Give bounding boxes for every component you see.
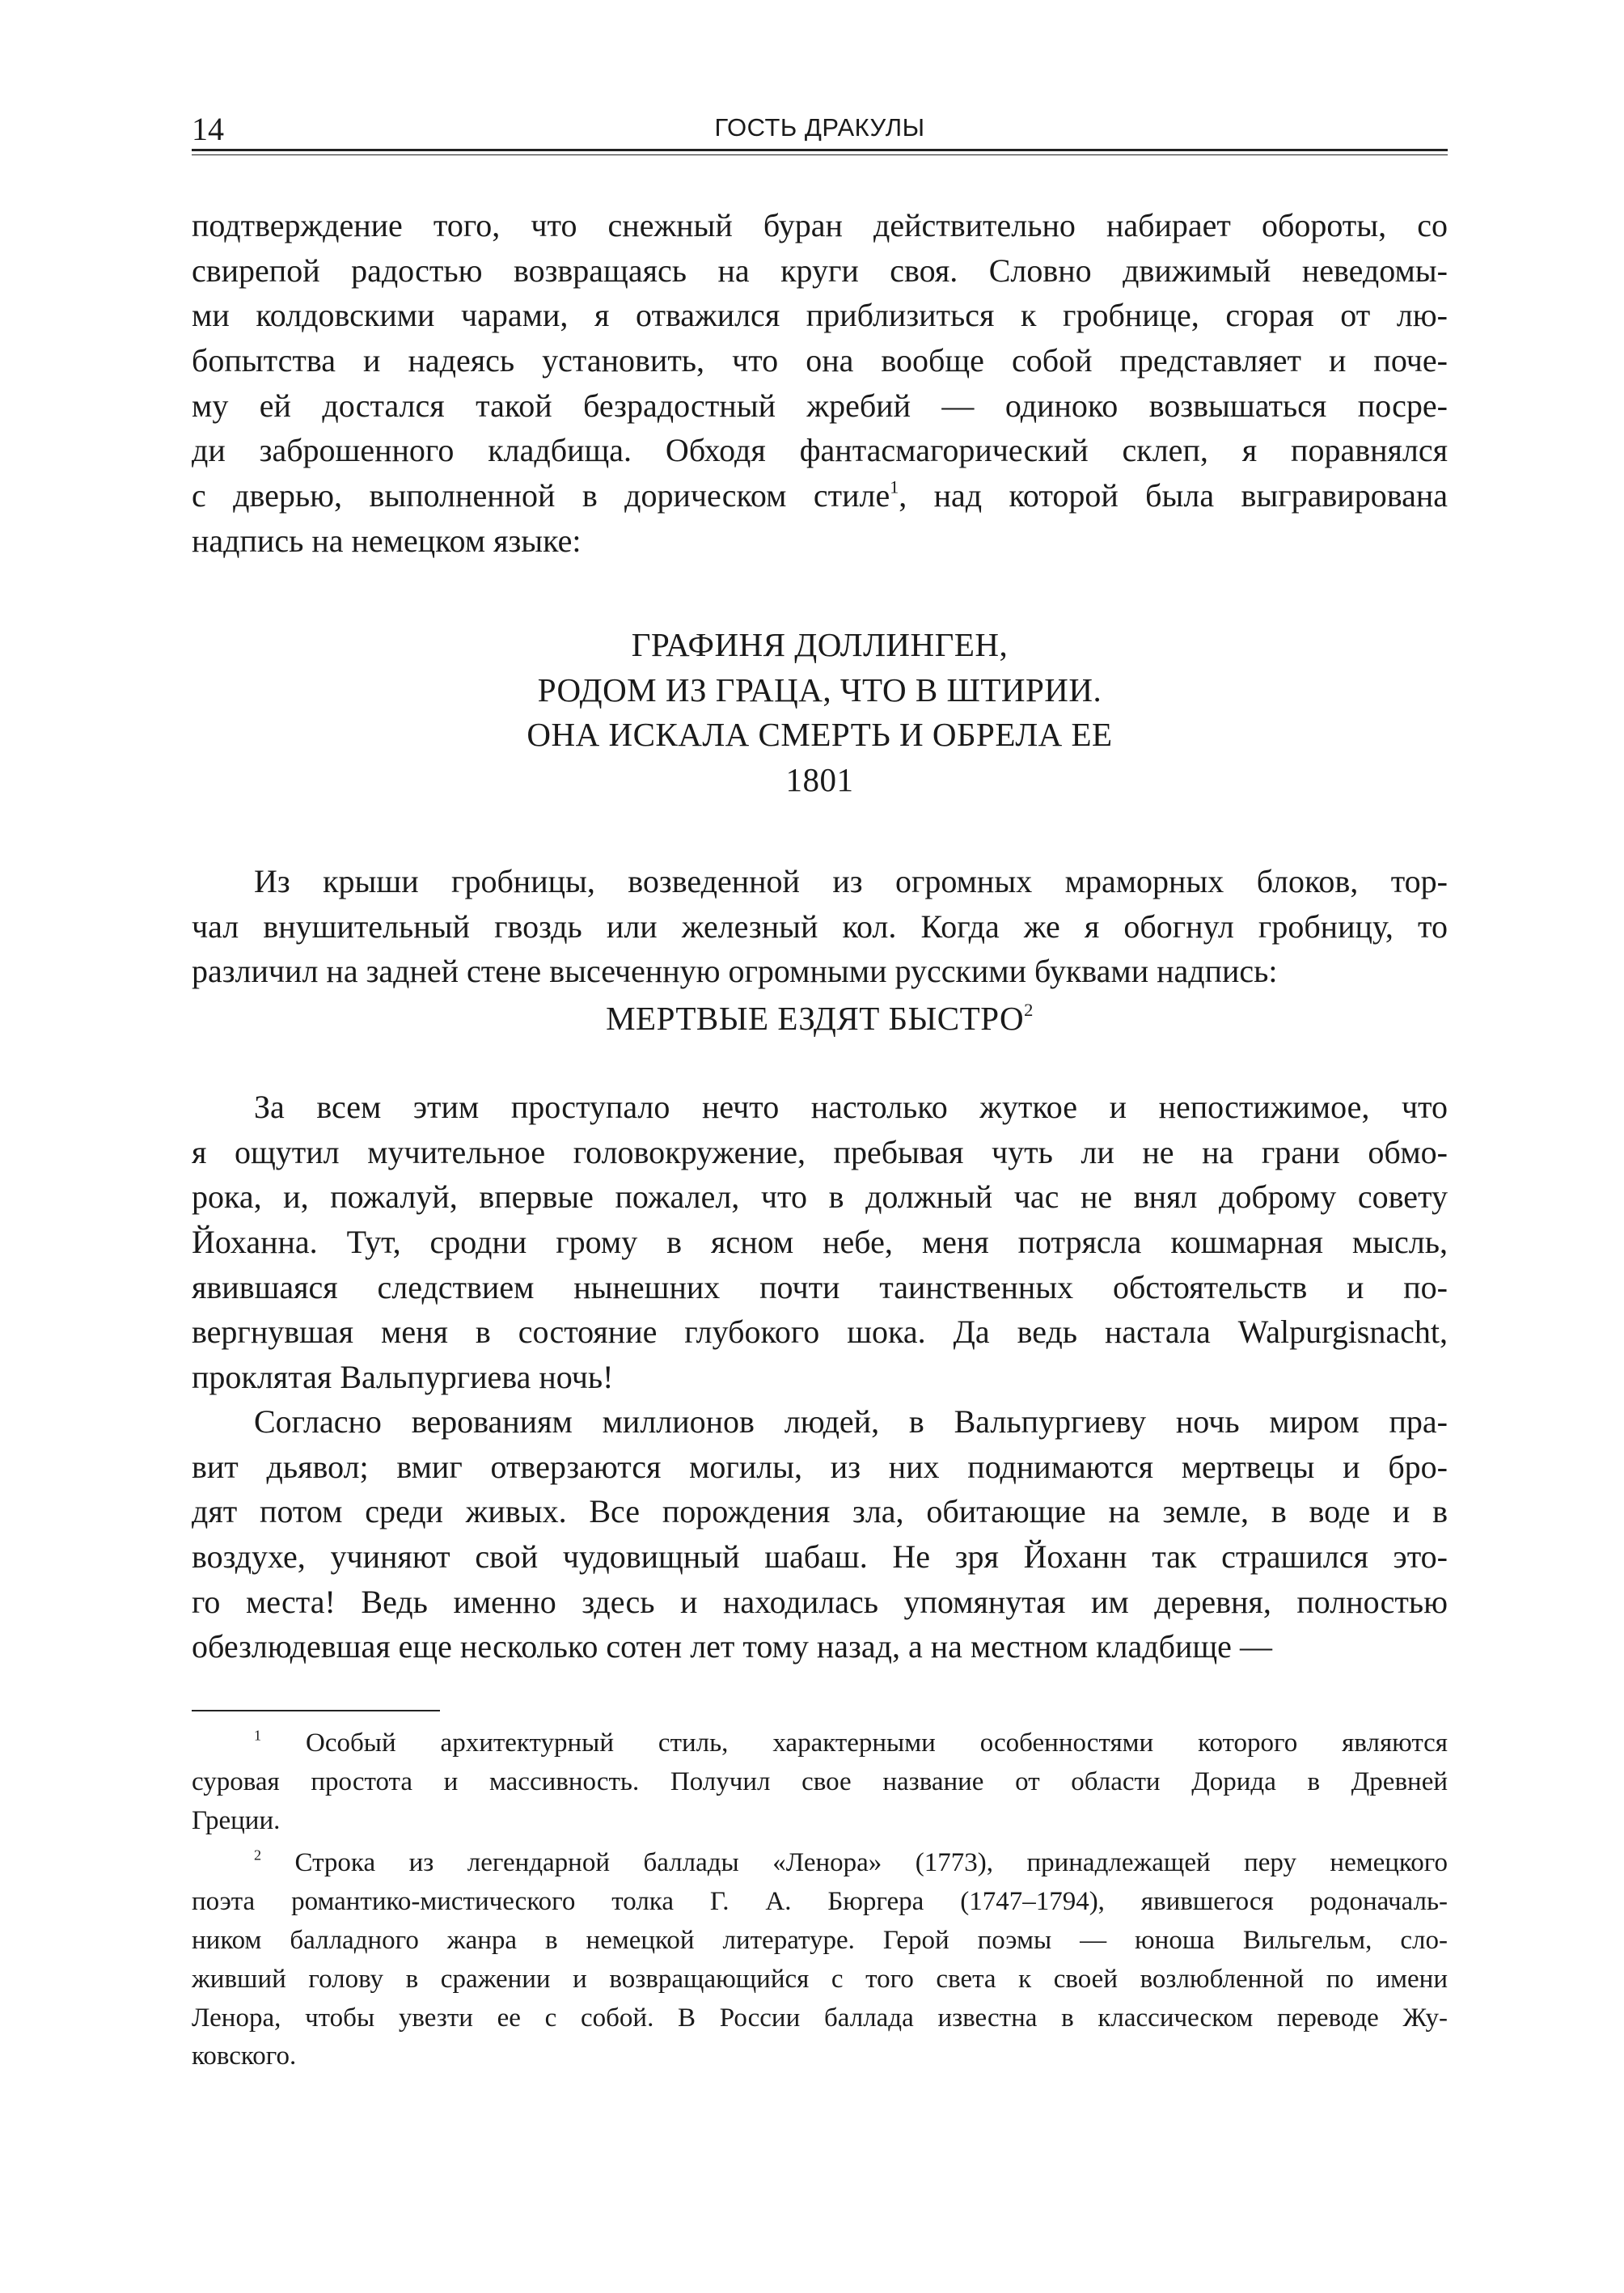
page-number: 14	[192, 111, 224, 147]
text-segment: Особый архитектурный стиль, характерными особенностями которого являются	[261, 1728, 1448, 1758]
text-segment: , над которой была выгравирована	[899, 477, 1448, 514]
text-line: вит дьявол; вмиг отверзаются могилы, из них поднимаются мертвецы и бро-	[192, 1448, 1448, 1485]
text-line: поэта романтико-мистического толка Г. А. Бюргера (1747–1794), явившегося родоначаль-	[192, 1886, 1448, 1916]
text-line: вергнувшая меня в состояние глубокого шока. Да ведь настала Walpurgisnacht,	[192, 1314, 1448, 1351]
text-line: подтверждение того, что снежный буран действительно набирает обороты, со	[192, 207, 1448, 243]
text-line: ковского.	[192, 2041, 297, 2071]
text-line: ГРАФИНЯ ДОЛЛИНГЕН,	[631, 626, 1009, 663]
text-line: обезлюдевшая еще несколько сотен лет тому назад, а на местном кладбище —	[192, 1628, 1272, 1665]
text-line	[192, 473, 1448, 518]
text-line: воздухе, учиняют свой чудовищный шабаш. Не зря Йоханн так страшился это-	[192, 1538, 1448, 1576]
text-line: го места! Ведь именно здесь и находилась упомянутая им деревня, полностью	[192, 1583, 1448, 1620]
footnote-2	[192, 1844, 1448, 2076]
text-line: чал внушительный гвоздь или железный кол. Когда же я обогнул гробницу, то	[192, 907, 1448, 945]
text-line: За всем этим проступало нечто настолько жуткое и непостижимое, что	[254, 1089, 1448, 1125]
paragraph	[192, 859, 1448, 994]
text-line: свирепой радостью возвращаясь на круги своя. Словно движимый неведомы-	[192, 252, 1448, 289]
text-line: проклятая Вальпургиева ночь!	[192, 1359, 614, 1396]
text-line: рока, и, пожалуй, впервые пожалел, что в должный час не внял доброму совету	[192, 1178, 1448, 1216]
header-rule-thin	[192, 154, 1448, 155]
footnote-marker: 1	[254, 1727, 262, 1744]
running-title: ГОСТЬ ДРАКУЛЫ	[714, 113, 925, 142]
text-line: ми колдовскими чарами, я отважился приблизиться к гробнице, сгорая от лю-	[192, 297, 1448, 334]
text-line: ником балладного жанра в немецкой литературе. Герой поэмы — юноша Вильгельм, сло-	[192, 1925, 1448, 1955]
russian-inscription	[192, 996, 1448, 1042]
text-line: Согласно верованиям миллионов людей, в Вальпургиеву ночь миром пра-	[254, 1403, 1448, 1440]
text-line: дят потом среди живых. Все порождения зла, обитающие на земле, в воде и в	[192, 1493, 1448, 1530]
text-line: му ей достался такой безрадостный жребий — одиноко возвышаться посре-	[192, 387, 1448, 424]
text-line: живший голову в сражении и возвращающийся с того света к своей возлюбленной по имени	[192, 1964, 1448, 1994]
footnote-1	[192, 1724, 1448, 1841]
text-segment: МЕРТВЫЕ ЕЗДЯТ БЫСТРО	[606, 1000, 1025, 1037]
text-line: 1801	[785, 761, 854, 799]
text-line: Греции.	[192, 1805, 281, 1835]
header-rule	[192, 149, 1448, 151]
text-line: надпись на немецком языке:	[192, 522, 582, 559]
text-line: РОДОМ ИЗ ГРАЦА, ЧТО В ШТИРИИ.	[537, 671, 1102, 709]
text-line	[192, 1724, 1448, 1763]
text-line	[192, 1844, 1448, 1883]
text-segment: с дверью, выполненной в дорическом стиле	[192, 477, 890, 514]
german-inscription	[192, 623, 1448, 803]
text-line: различил на задней стене высеченную огромными русскими буквами надпись:	[192, 953, 1278, 990]
text-line: Ленора, чтобы увезти ее с собой. В России баллада известна в классическом переводе Жу-	[192, 2003, 1448, 2033]
footnote-marker: 2	[254, 1847, 262, 1864]
text-line: ОНА ИСКАЛА СМЕРТЬ И ОБРЕЛА ЕЕ	[527, 716, 1113, 754]
text-line	[192, 996, 1448, 1042]
text-segment: Строка из легендарной баллады «Ленора» (1773), принадлежащей перу немецкого	[261, 1848, 1448, 1877]
paragraph	[192, 1399, 1448, 1669]
paragraph	[192, 203, 1448, 564]
text-line: ди заброшенного кладбища. Обходя фантасмагорический склеп, я поравнялся	[192, 432, 1448, 469]
text-line: явившаяся следствием нынешних почти таинственных обстоятельств и по-	[192, 1268, 1448, 1305]
text-line: Йоханна. Тут, сродни грому в ясном небе, меня потрясла кошмарная мысль,	[192, 1224, 1448, 1261]
paragraph	[192, 1085, 1448, 1400]
footnote-marker: 1	[890, 476, 899, 497]
text-line: бопытства и надеясь установить, что она вообще собой представляет и поче-	[192, 342, 1448, 379]
text-line: Из крыши гробницы, возведенной из огромных мраморных блоков, тор-	[254, 863, 1448, 899]
footnote-marker: 2	[1024, 1000, 1034, 1021]
text-line: я ощутил мучительное головокружение, пребывая чуть ли не на грани обмо-	[192, 1133, 1448, 1170]
footnote-separator	[192, 1710, 440, 1711]
text-line: суровая простота и массивность. Получил свое название от области Дорида в Древней	[192, 1766, 1448, 1796]
